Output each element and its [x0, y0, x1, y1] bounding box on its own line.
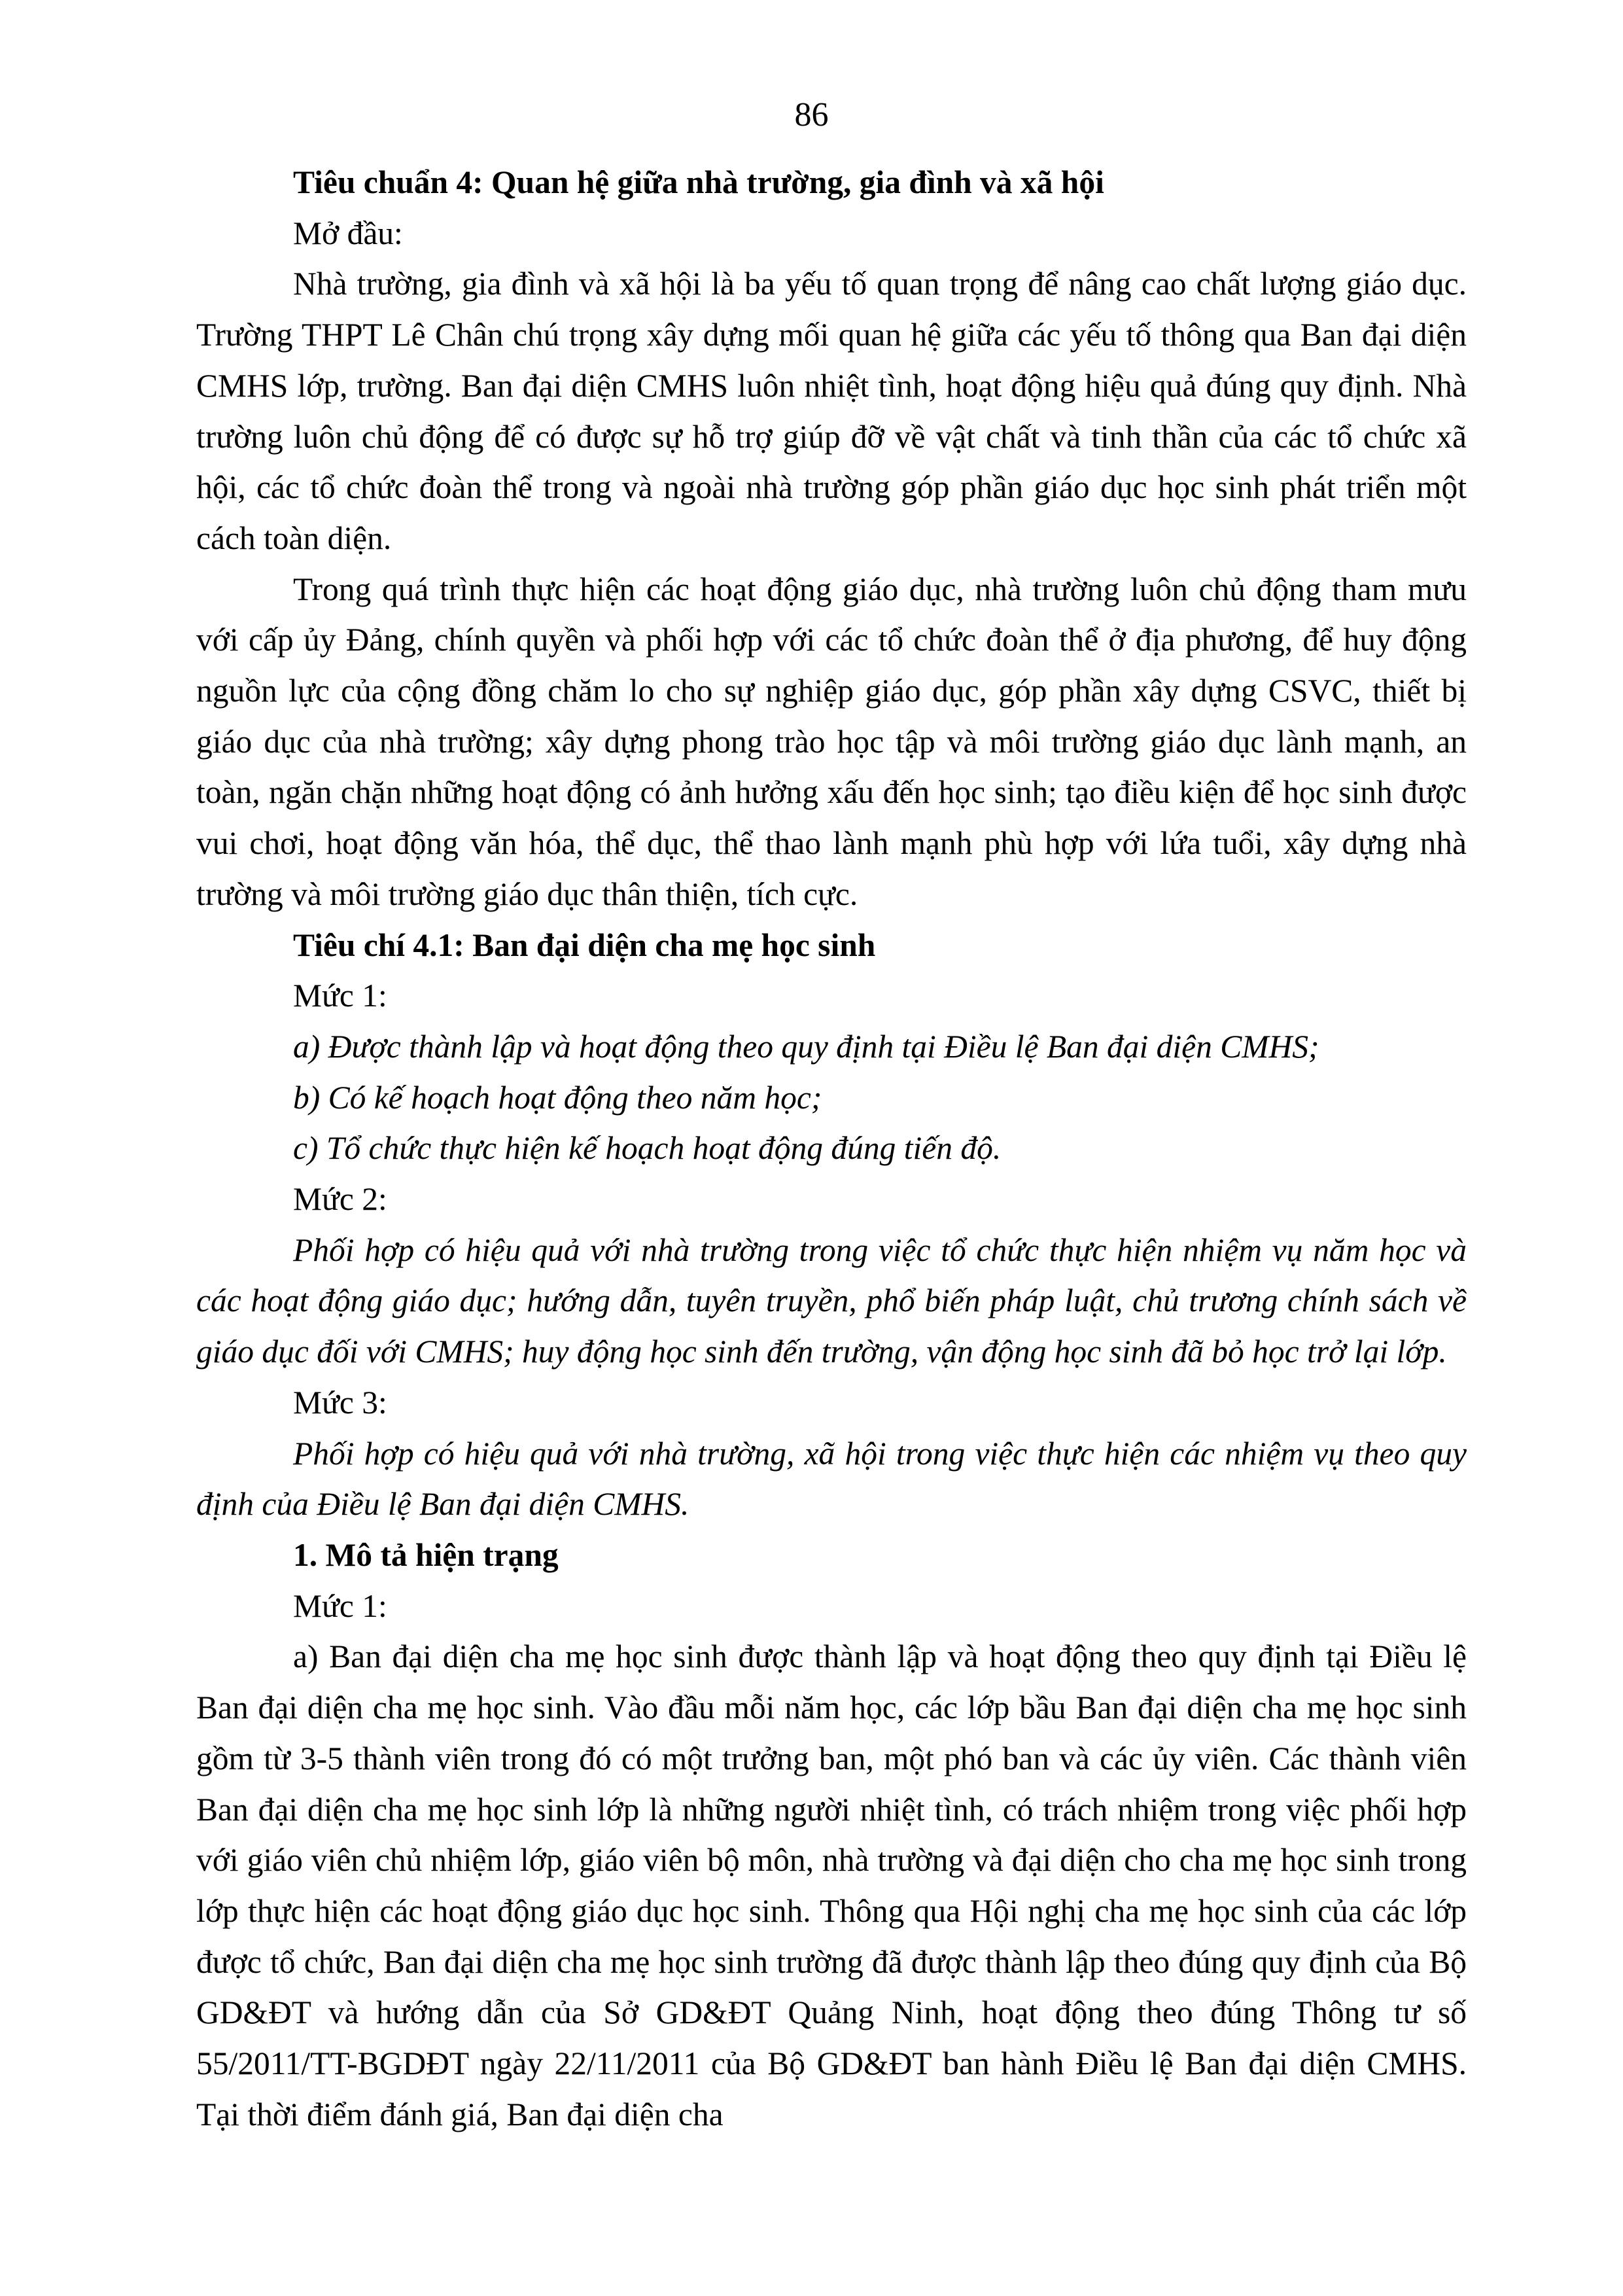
- level3-label: Mức 3:: [293, 1384, 387, 1421]
- intro-paragraph: Trong quá trình thực hiện các hoạt động giáo dục, nhà trường luôn chủ động tham mưu với cấp ủy Đảng, chính quyền và phối hợp với các tổ chức đoàn thể ở địa phương, để huy động nguồn lực của cộng đồng chăm lo cho sự nghiệp giáo dục, góp phần xây dựng CSVC, thiết bị giáo dục của nhà trường; xây dựng phong trào học tập và môi trường giáo dục lành mạnh, an toàn, ngăn chặn những hoạt động có ảnh hưởng xấu đến học sinh; tạo điều kiện để học sinh được vui chơi, hoạt động văn hóa, thể dục, thể thao lành mạnh phù hợp với lứa tuổi, xây dựng nhà trường và môi trường giáo dục thân thiện, tích cực.: [196, 571, 1467, 912]
- intro-label: Mở đầu:: [293, 215, 403, 251]
- level2-label: Mức 2:: [293, 1181, 387, 1218]
- standard-heading: Tiêu chuẩn 4: Quan hệ giữa nhà trường, gia đình và xã hội: [293, 164, 1104, 200]
- section1-paragraph: a) Ban đại diện cha mẹ học sinh được thành lập và hoạt động theo quy định tại Điều lệ Ban đại diện cha mẹ học sinh. Vào đầu mỗi năm học, các lớp bầu Ban đại diện cha mẹ học sinh gồm từ 3-5 thành viên trong đó có một trưởng ban, một phó ban và các ủy viên. Các thành viên Ban đại diện cha mẹ học sinh lớp là những người nhiệt tình, có trách nhiệm trong việc phối hợp với giáo viên chủ nhiệm lớp, giáo viên bộ môn, nhà trường và đại diện cho cha mẹ học sinh trong lớp thực hiện các hoạt động giáo dục học sinh. Thông qua Hội nghị cha mẹ học sinh của các lớp được tổ chức, Ban đại diện cha mẹ học sinh trường đã được thành lập theo đúng quy định của Bộ GD&ĐT và hướng dẫn của Sở GD&ĐT Quảng Ninh, hoạt động theo đúng Thông tư số 55/2011/TT-BGDĐT ngày 22/11/2011 của Bộ GD&ĐT ban hành Điều lệ Ban đại diện CMHS. Tại thời điểm đánh giá, Ban đại diện cha: [196, 1638, 1467, 2132]
- page-content: [196, 157, 1467, 2140]
- level1-item: b) Có kế hoạch hoạt động theo năm học;: [293, 1079, 822, 1116]
- intro-paragraph: Nhà trường, gia đình và xã hội là ba yếu tố quan trọng để nâng cao chất lượng giáo dục. Trường THPT Lê Chân chú trọng xây dựng mối quan hệ giữa các yếu tố thông qua Ban đại diện CMHS lớp, trường. Ban đại diện CMHS luôn nhiệt tình, hoạt động hiệu quả đúng quy định. Nhà trường luôn chủ động để có được sự hỗ trợ giúp đỡ về vật chất và tinh thần của các tổ chức xã hội, các tổ chức đoàn thể trong và ngoài nhà trường góp phần giáo dục học sinh phát triển một cách toàn diện.: [196, 266, 1467, 556]
- level1-item: c) Tổ chức thực hiện kế hoạch hoạt động đúng tiến độ.: [293, 1130, 1002, 1167]
- criterion-heading: Tiêu chí 4.1: Ban đại diện cha mẹ học sinh: [293, 927, 876, 963]
- page-number: 86: [794, 96, 829, 133]
- level1-item: a) Được thành lập và hoạt động theo quy định tại Điều lệ Ban đại diện CMHS;: [293, 1028, 1319, 1065]
- section1-level1-label: Mức 1:: [293, 1587, 387, 1624]
- level3-text: Phối hợp có hiệu quả với nhà trường, xã hội trong việc thực hiện các nhiệm vụ theo quy định của Điều lệ Ban đại diện CMHS.: [196, 1435, 1467, 1523]
- level1-label: Mức 1:: [293, 978, 387, 1014]
- level2-text: Phối hợp có hiệu quả với nhà trường trong việc tổ chức thực hiện nhiệm vụ năm học và các hoạt động giáo dục; hướng dẫn, tuyên truyền, phổ biến pháp luật, chủ trương chính sách về giáo dục đối với CMHS; huy động học sinh đến trường, vận động học sinh đã bỏ học trở lại lớp.: [196, 1231, 1467, 1370]
- section1-heading: 1. Mô tả hiện trạng: [293, 1536, 559, 1573]
